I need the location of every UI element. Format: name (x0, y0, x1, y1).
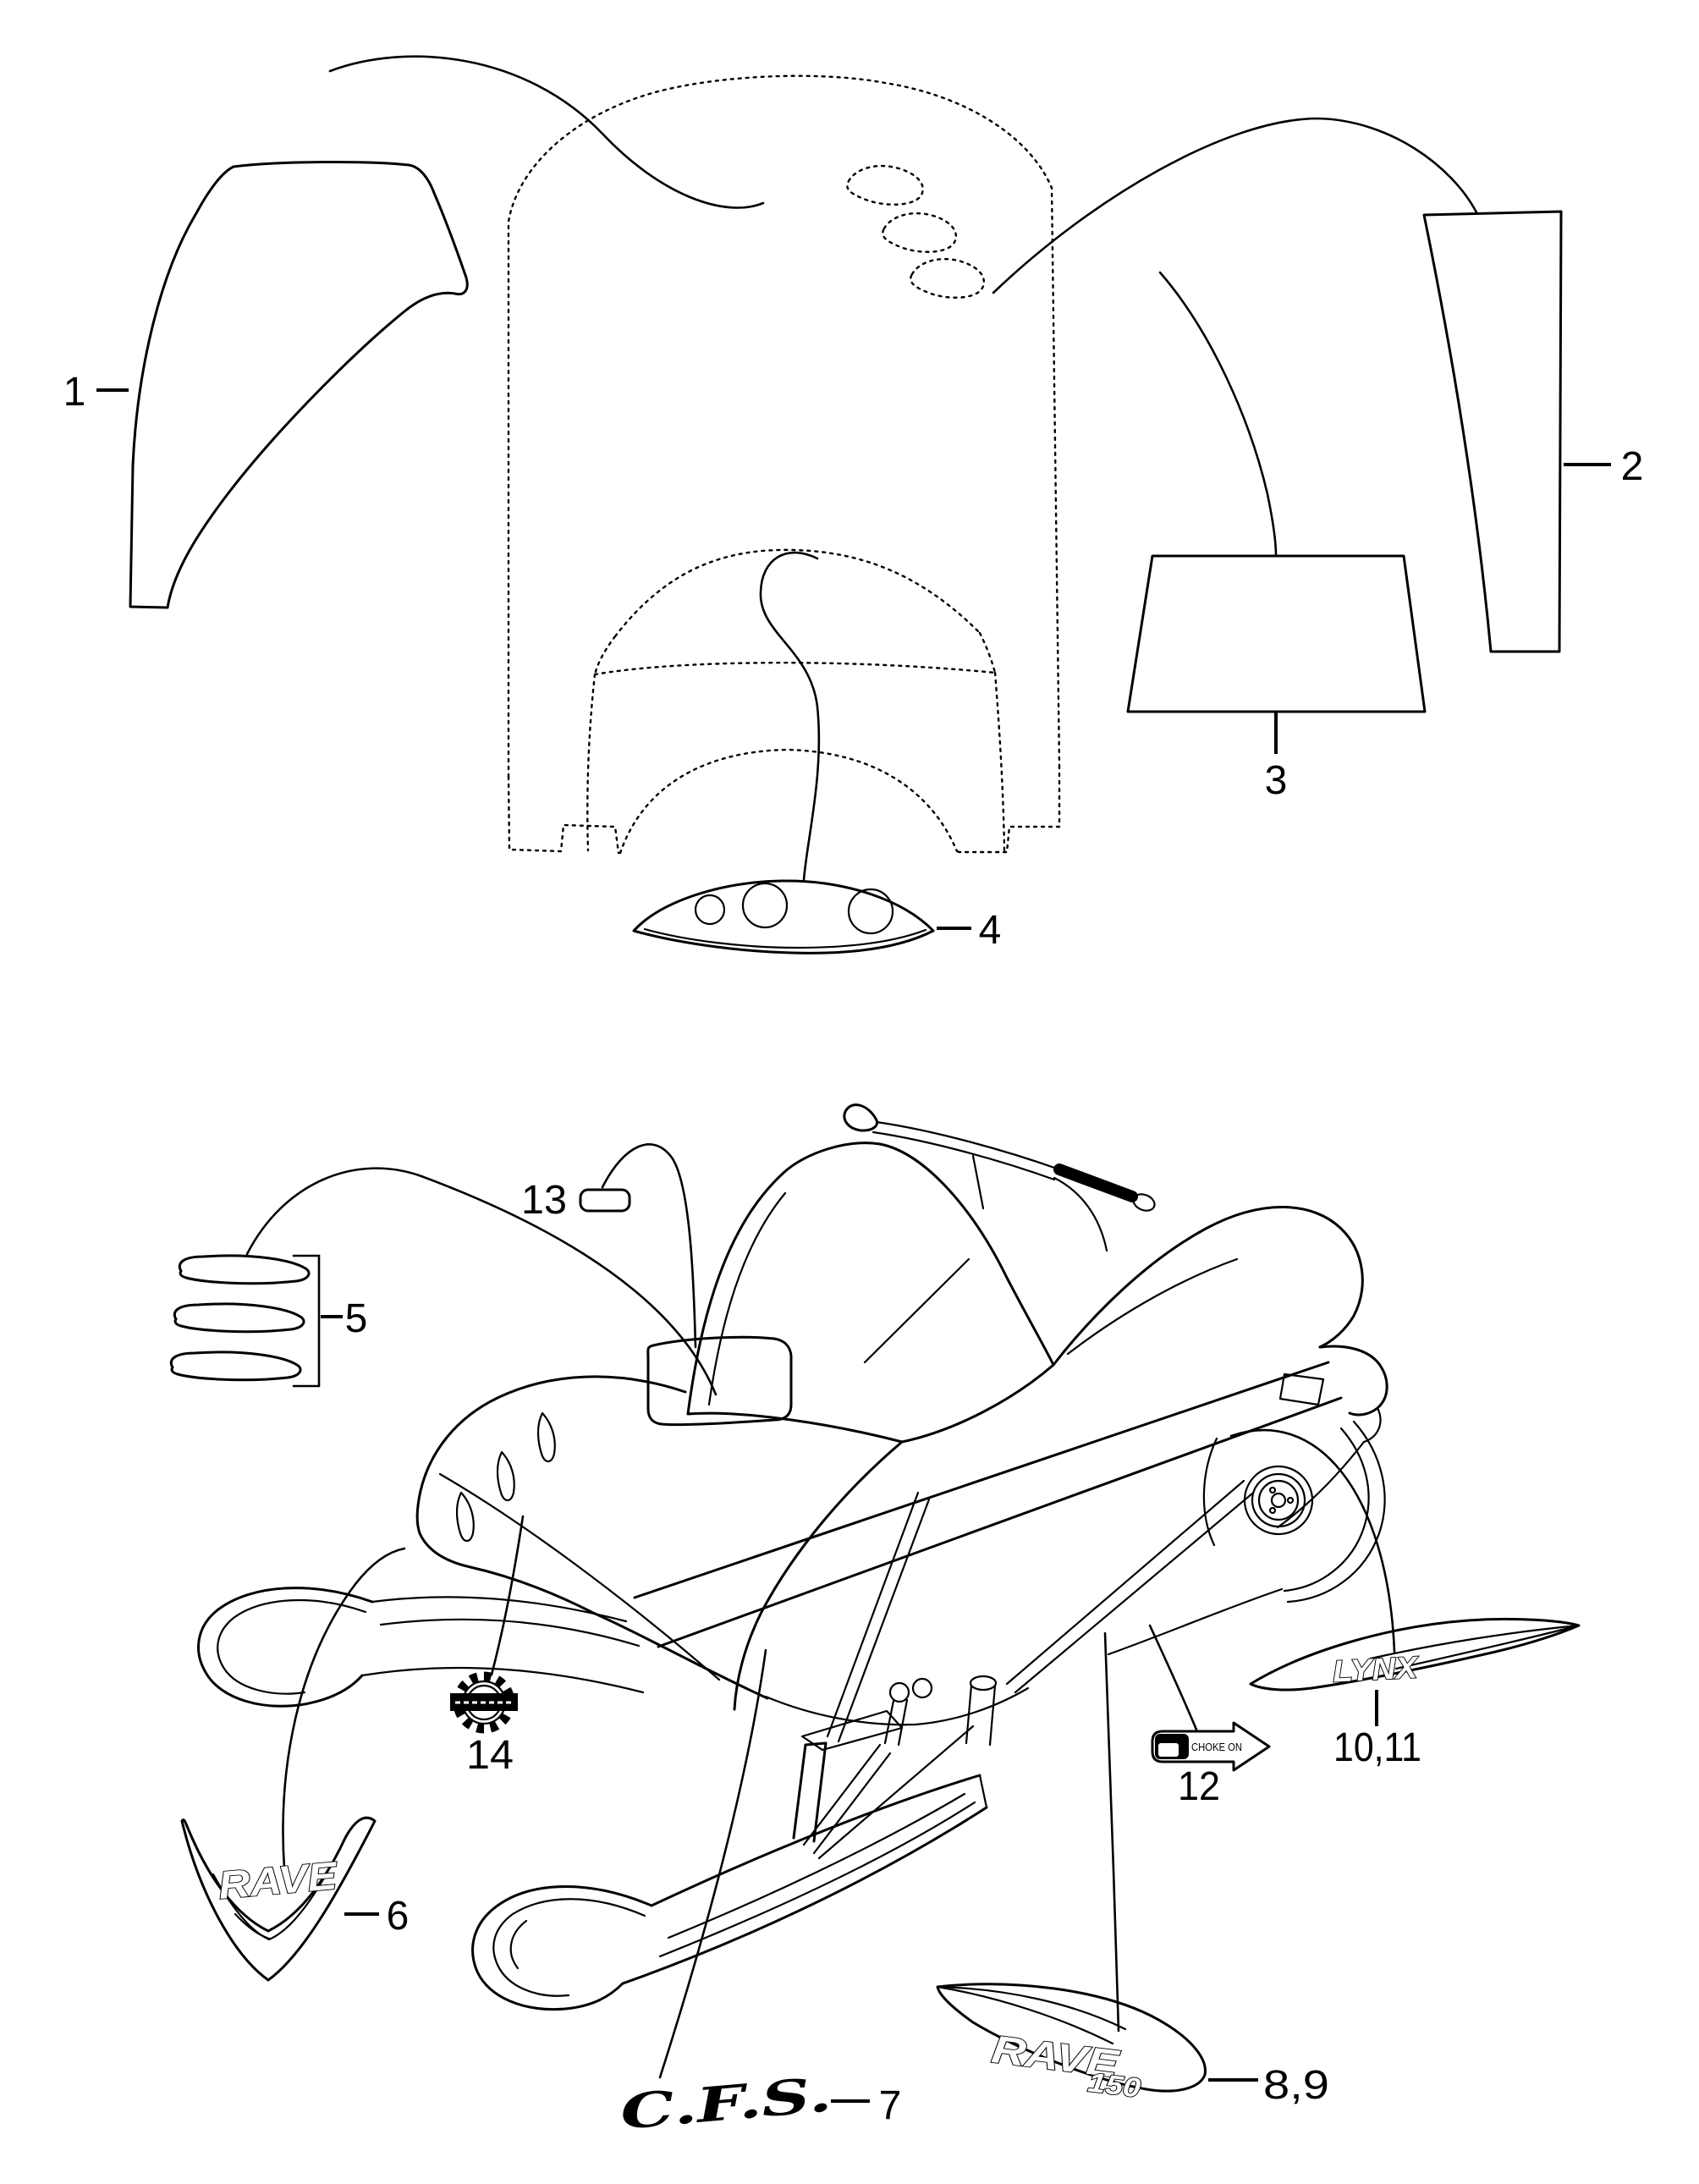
strip-1 (179, 1256, 309, 1284)
leader-hood-to-decal3 (1160, 272, 1276, 555)
label-10-11: 10,11 (1333, 1725, 1421, 1770)
handlebar-riser (973, 1156, 983, 1208)
label-6: 6 (386, 1894, 410, 1939)
snowmobile-side-view (199, 1105, 1388, 2010)
ski-end-cap (980, 1775, 987, 1807)
windshield-opening-top (615, 550, 980, 636)
leader-decal10-11 (1231, 1430, 1394, 1652)
leader-decal13 (602, 1144, 696, 1347)
rear-bumper (1320, 1346, 1387, 1415)
windshield-opening-bottom (595, 663, 995, 674)
steering-column-2 (839, 1499, 929, 1741)
decal-13-outline (580, 1190, 630, 1211)
shock-body-2 (966, 1686, 995, 1745)
idler-wheel-outer (1245, 1466, 1312, 1534)
leader-decal1-to-hood (330, 57, 763, 208)
cab-side-line (734, 1442, 902, 1709)
idler-wheel-mid (1252, 1474, 1305, 1527)
hood-center-arch (620, 750, 957, 853)
shock-top-1 (890, 1683, 909, 1702)
leader-strips-to-hood (247, 1169, 716, 1395)
decal-6-rave-text: RAVE (217, 1854, 326, 1908)
decal-4-console (634, 881, 933, 953)
decal-3-panel (1128, 556, 1425, 712)
running-board-edge-2 (1015, 1494, 1252, 1692)
hood-nose-outline (417, 1377, 767, 1698)
decal-1-outline (130, 162, 467, 608)
hood-slit-1 (538, 1413, 555, 1461)
label-7: 7 (878, 2083, 902, 2128)
tunnel-top-edge (635, 1362, 1328, 1598)
strip-2 (174, 1304, 304, 1332)
ski-tip-loop (473, 1887, 652, 2010)
a-arm-3 (819, 1726, 973, 1858)
gauge-small (696, 895, 724, 924)
handlebar-right-grip (1059, 1169, 1132, 1197)
shock-top-2 (913, 1679, 932, 1697)
hood-slit-3 (457, 1493, 474, 1541)
decal-10-11-lynx-swoosh (1251, 1619, 1579, 1690)
a-arm-2 (814, 1753, 890, 1853)
choke-white-window (1158, 1743, 1179, 1757)
decal-8-9-rave150-swoosh (937, 1984, 1205, 2104)
gauge-middle (743, 883, 787, 927)
leader-decal14 (492, 1516, 523, 1675)
hood-front-view (509, 76, 1059, 853)
opening-left-joint (595, 636, 615, 674)
decal-2-side-wedge (1424, 212, 1561, 652)
hood-skirt-left (509, 777, 619, 853)
decal-14-gear-emblem (450, 1676, 518, 1729)
label-13: 13 (521, 1178, 567, 1223)
decal-6-nose-vee (182, 1818, 375, 1980)
idler-hub (1272, 1494, 1285, 1507)
console-inner-line (645, 929, 926, 948)
spindle-front (794, 1743, 826, 1841)
decal-12-choke-arrow (1152, 1723, 1269, 1770)
leader-lines-top (330, 57, 1476, 880)
seat-inner-line (1068, 1259, 1237, 1354)
decal-7-text: C.F.S. (618, 2071, 771, 2141)
handlebar-bar-top (877, 1122, 1059, 1169)
hood-skirt-right (957, 766, 1059, 852)
leader-hood-to-decal4 (761, 553, 819, 880)
decal-5-vent-strips (171, 1256, 319, 1386)
left-ski-ridge (381, 1620, 639, 1646)
label-2: 2 (1620, 444, 1644, 489)
windshield-streak (865, 1259, 969, 1362)
running-board-edge-1 (1007, 1481, 1244, 1684)
leader-decal8-9 (1105, 1633, 1119, 2031)
decal-1-windshield-side-trim (130, 162, 467, 608)
hood-fender-crease (440, 1474, 719, 1680)
label-1: 1 (63, 370, 86, 415)
track-bottom (1108, 1589, 1282, 1654)
decal-8-9-rave-text: RAVE (989, 2027, 1100, 2083)
choke-on-text: CHOKE ON (1191, 1741, 1242, 1753)
label-4: 4 (978, 908, 1002, 953)
leader-hood-to-decal2 (993, 118, 1476, 293)
opening-right-joint (980, 633, 995, 673)
hood-vent-slot-1 (847, 166, 922, 205)
leader-decal12 (1150, 1626, 1196, 1730)
decal-13-small-plate (580, 1190, 630, 1211)
hub-bolt-3 (1270, 1488, 1275, 1493)
decal-8-9-150-text: 150 (1086, 2066, 1135, 2103)
hub-bolt-1 (1288, 1498, 1293, 1503)
decal-2-outline (1424, 212, 1561, 652)
a-arm-1 (804, 1745, 880, 1845)
leader-decal6 (283, 1549, 404, 1868)
hood-slit-2 (498, 1452, 514, 1500)
seat-top (1053, 1207, 1362, 1365)
headlight-opening (648, 1337, 791, 1424)
label-5: 5 (344, 1296, 368, 1341)
gauge-right (849, 889, 893, 933)
label-8-9: 8,9 (1263, 2063, 1329, 2108)
shock-cap (970, 1676, 996, 1690)
label-3: 3 (1264, 758, 1288, 803)
windshield (688, 1143, 1053, 1442)
decal-3-outline (1128, 556, 1425, 712)
handlebar-left-grip (844, 1105, 877, 1131)
belly-bottom (766, 1688, 1028, 1725)
tail-sticker (1280, 1374, 1323, 1405)
windshield-inner-edge (709, 1193, 785, 1405)
hood-vent-slot-2 (882, 213, 956, 252)
label-12: 12 (1178, 1764, 1220, 1809)
decal-6-inner-arc-2 (235, 1914, 269, 1939)
left-ski-tip-inner (217, 1600, 366, 1694)
hub-bolt-2 (1270, 1508, 1275, 1513)
ski-blade-bottom (623, 1807, 987, 1983)
leader-decal7 (660, 1650, 766, 2077)
tunnel-bottom-edge (658, 1398, 1341, 1647)
hood-inner-right-leg (995, 673, 1004, 851)
decal-10-11-lynx-text: LYNX (1332, 1649, 1413, 1689)
label-14: 14 (466, 1733, 514, 1778)
strip-3 (171, 1352, 300, 1380)
hood-vent-slot-3 (910, 259, 984, 298)
decal-7-cfs-script (619, 2066, 834, 2141)
hood-inner-left-leg (587, 674, 595, 850)
ski-tip-inner (493, 1899, 645, 1995)
ski-handle (511, 1921, 526, 1968)
